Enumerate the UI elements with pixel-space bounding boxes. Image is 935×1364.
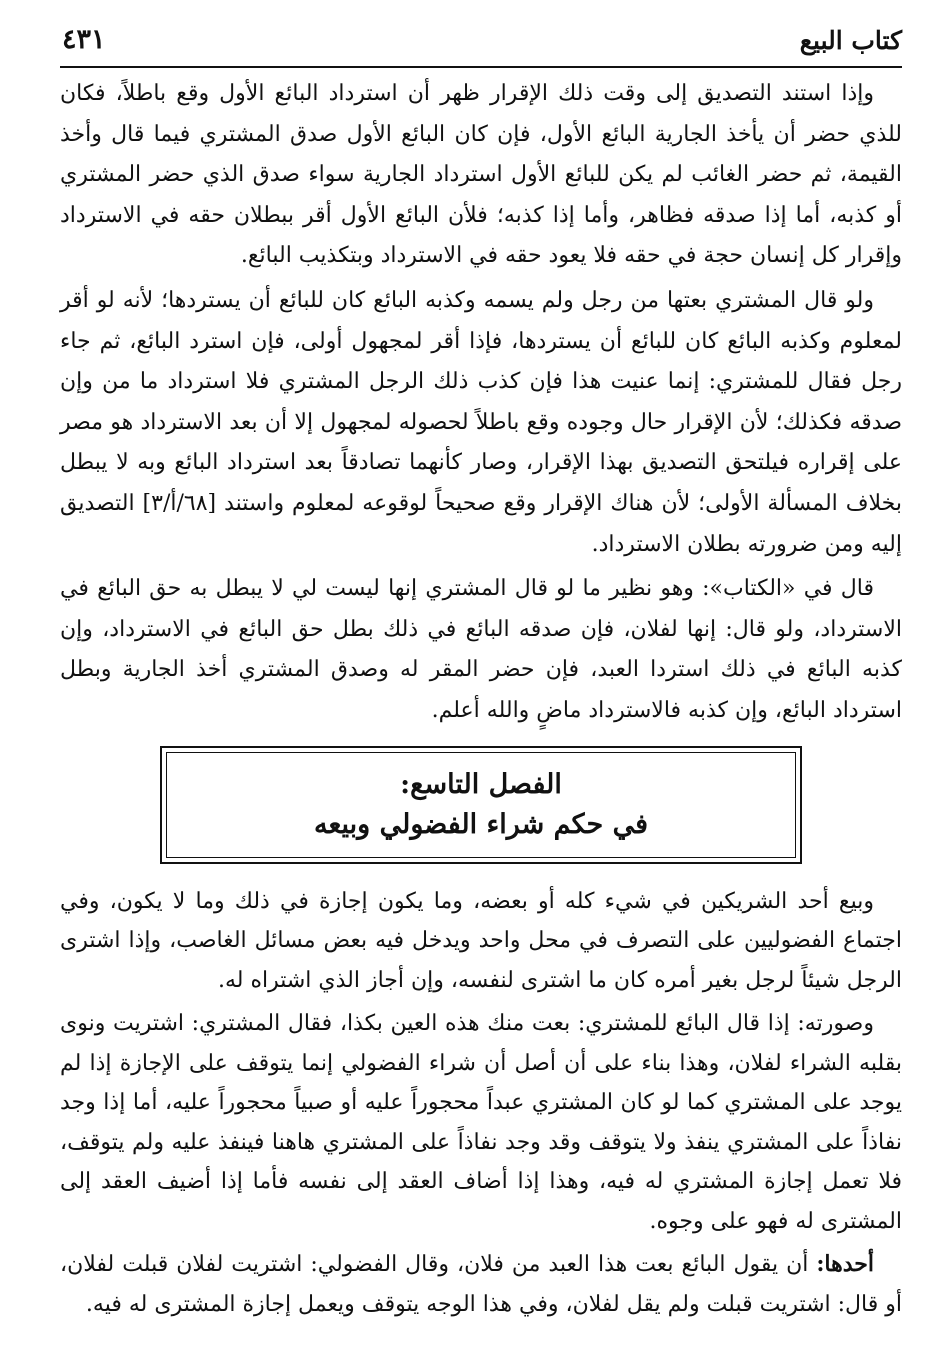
paragraph-first-case (60, 1245, 902, 1324)
case-text: أن يقول البائع بعت هذا العبد من فلان، وقال الفضولي: اشتريت لفلان قبلت لفلان، أو قال: اشتريت قبلت ولم يقل لفلان، وفي هذا الوجه يتوقف ويعمل إجازة المشترى له فيه. (60, 1252, 902, 1317)
body-text (60, 74, 902, 1324)
chapter-heading-inner-frame (166, 752, 796, 858)
chapter-title: في حكم شراء الفضولي وبيعه (314, 808, 648, 840)
paragraph: قال في «الكتاب»: وهو نظير ما لو قال المشتري إنها ليست لي لا يبطل به حق البائع في الاسترداد، ولو قال: إنها لفلان، فإن صدقه البائع في ذلك بطل حق البائع في الاسترداد، وإن كذبه البائع في ذلك استردا العبد، فإن حضر المقر له وصدق المشتري أخذ الجارية وبطل استرداد البائع، وإن كذبه فالاسترداد ماضٍ والله أعلم. (60, 576, 902, 723)
chapter-number: الفصل التاسع: (400, 768, 562, 800)
paragraph: وإذا استند التصديق إلى وقت ذلك الإقرار ظهر أن استرداد البائع الأول وقع باطلاً، فكان للذي حضر أن يأخذ الجارية البائع الأول، فإن كان البائع الأول صدق المشتري فيما قال وأخذ القيمة، ثم حضر الغائب لم يكن للبائع الأول استرداد الجارية سواء صدق الذي حضر المشتري أو كذبه، أما إذا صدقه فظاهر، وأما إذا كذبه؛ فلأن البائع الأول أقر ببطلان حقه في الاسترداد وإقرار كل إنسان حجة في حقه فلا يعود حقه في الاسترداد وبتكذيب البائع. (60, 81, 902, 269)
paragraph: ولو قال المشتري بعتها من رجل ولم يسمه وكذبه البائع كان للبائع أن يستردها؛ لأنه لو أقر لمعلوم وكذبه البائع كان للبائع أن يستردها، فإذا أقر لمجهول أولى، فإن استرد البائع، ثم جاء رجل فقال للمشتري: إنما عنيت هذا فإن كذب ذلك الرجل المشتري فلا استرداد ما من وإن صدقه فكذلك؛ لأن الإقرار حال وجوده وقع باطلاً لحصوله لمجهول إلا أن بعد الاسترداد هو مصر على إقراره فيلتحق التصديق بهذا الإقرار، وصار كأنهما تصادقاً بعد استرداد البائع وبه لا يبطل بخلاف المسألة الأولى؛ لأن هناك الإقرار وقع صحيحاً لوقوعه لمعلوم واستند [٦٨/أ/٣] التصديق إليه ومن ضرورته بطلان الاسترداد. (60, 287, 902, 557)
book-page (60, 22, 902, 1328)
paragraph: وصورته: إذا قال البائع للمشتري: بعت منك هذه العين بكذا، فقال المشتري: اشتريت ونوى بقلبه الشراء لفلان، وهذا بناء على أن أصل أن شراء الفضولي إنما يتوقف على الإجازة إذا لم يوجد على المشتري كما لو كان المشتري عبداً محجوراً عليه أو صبياً محجوراً عليه، أما إذا وجد نفاذاً على المشتري ينفذ ولا يتوقف وقد وجد نفاذاً على المشتري هاهنا فينفذ عليه ولم يتوقف، فلا تعمل إجازة المشتري له فيه، وهذا إذا أضاف العقد إلى نفسه فأما إذا أضيف العقد إلى المشترى له فهو على وجوه. (60, 1011, 902, 1234)
page-header (60, 22, 902, 68)
page-number: ٤٣١ (62, 24, 106, 55)
paragraph: وبيع أحد الشريكين في شيء كله أو بعضه، وما يكون إجازة في ذلك وما لا يكون، وفي اجتماع الفضوليين على التصرف في محل واحد ويدخل فيه بعض مسائل الغاصب، وإذا اشترى الرجل شيئاً لرجل بغير أمره كان ما اشترى لنفسه، وإن أجاز الذي اشتراه له. (60, 888, 902, 993)
chapter-heading-box (160, 746, 802, 864)
running-title: كتاب البيع (799, 26, 902, 55)
case-lead: أحدها: (816, 1251, 874, 1277)
